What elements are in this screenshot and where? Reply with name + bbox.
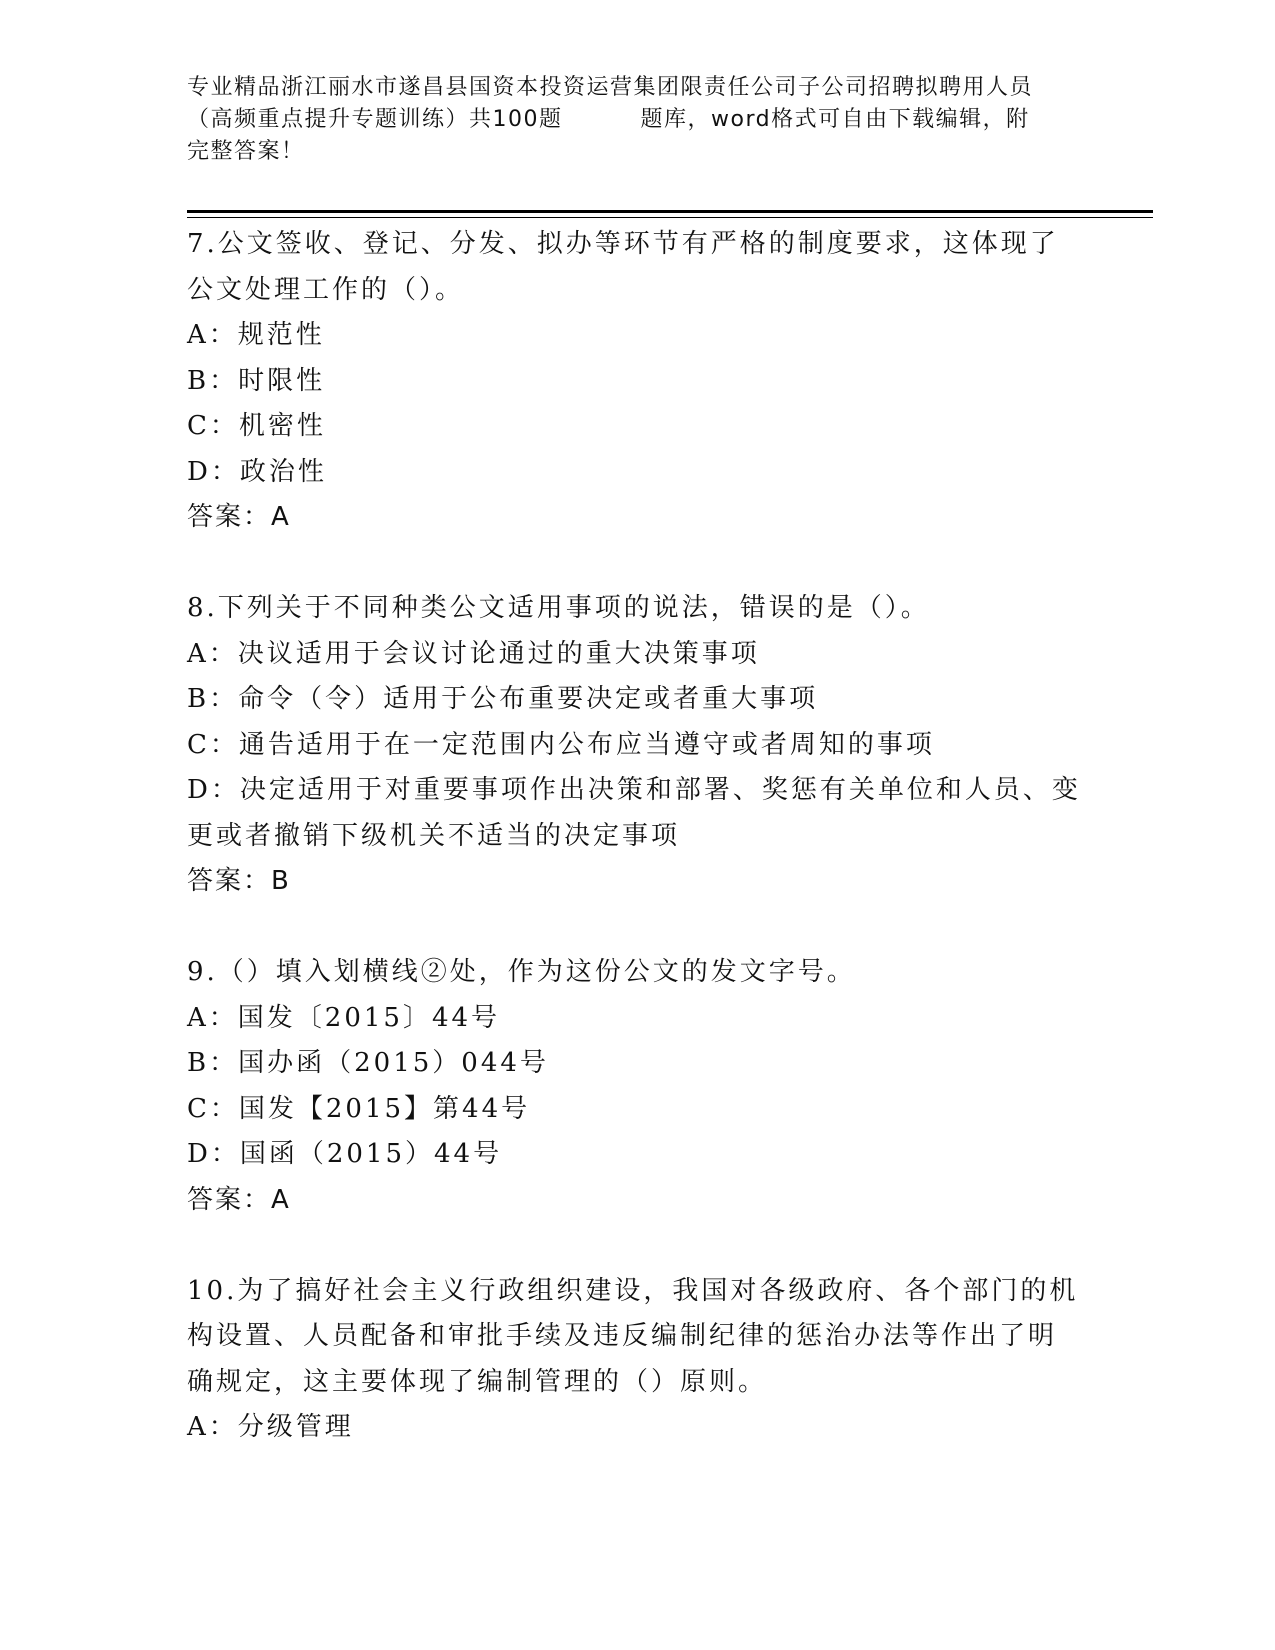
question-stem-line: 7.公文签收、登记、分发、拟办等环节有严格的制度要求，这体现了 [187,229,1059,259]
header-line-2-part-1: （高频重点提升专题训练）共100题 [187,107,563,132]
header-line-2-part-2: 题库，word格式可自由下载编辑，附 [640,107,1030,132]
option-a: A：国发〔2015〕44号 [187,1002,501,1033]
header-line-2 [187,104,1087,136]
question-stem-line: 确规定，这主要体现了编制管理的（）原则。 [187,1366,768,1397]
question-stem-line: 10.为了搞好社会主义行政组织建设，我国对各级政府、各个部门的机 [187,1275,1079,1306]
option-b: B：时限性 [187,365,326,396]
header-divider-thick [187,210,1153,213]
option-b: B：国办函（2015）044号 [187,1048,549,1078]
option-a: A：分级管理 [187,1412,354,1442]
option-d: D：国函（2015）44号 [187,1139,503,1169]
answer-line: 答案：B [187,866,291,896]
document-header [187,72,1087,168]
option-d: D：决定适用于对重要事项作出决策和部署、奖惩有关单位和人员、变 [187,775,1081,805]
option-d: D：政治性 [187,456,327,487]
option-c: C：通告适用于在一定范围内公布应当遵守或者周知的事项 [187,729,935,760]
option-a: A：规范性 [187,320,325,350]
question-list [187,222,1087,1451]
option-c: C：机密性 [187,411,326,441]
option-a: A：决议适用于会议讨论通过的重大决策事项 [187,638,760,669]
answer-line: 答案：A [187,502,291,532]
question-stem-line: 公文处理工作的（）。 [187,274,465,305]
question-10 [187,1269,1087,1451]
question-stem-line: 8.下列关于不同种类公文适用事项的说法，错误的是（）。 [187,593,930,623]
question-stem-line: 9.（）填入划横线②处，作为这份公文的发文字号。 [187,957,856,987]
answer-line: 答案：A [187,1184,291,1215]
option-d-continued: 更或者撤销下级机关不适当的决定事项 [187,820,681,851]
header-line-1: 专业精品浙江丽水市遂昌县国资本投资运营集团限责任公司子公司招聘拟聘用人员 [187,75,1034,100]
question-9 [187,950,1087,1223]
option-c: C：国发【2015】第44号 [187,1093,531,1124]
header-line-3: 完整答案！ [187,139,305,164]
header-divider-thin [187,217,1153,218]
option-b: B：命令（令）适用于公布重要决定或者重大事项 [187,684,819,714]
question-7 [187,222,1087,541]
question-8 [187,586,1087,905]
question-stem-line: 构设置、人员配备和审批手续及违反编制纪律的惩治办法等作出了明 [187,1321,1058,1351]
